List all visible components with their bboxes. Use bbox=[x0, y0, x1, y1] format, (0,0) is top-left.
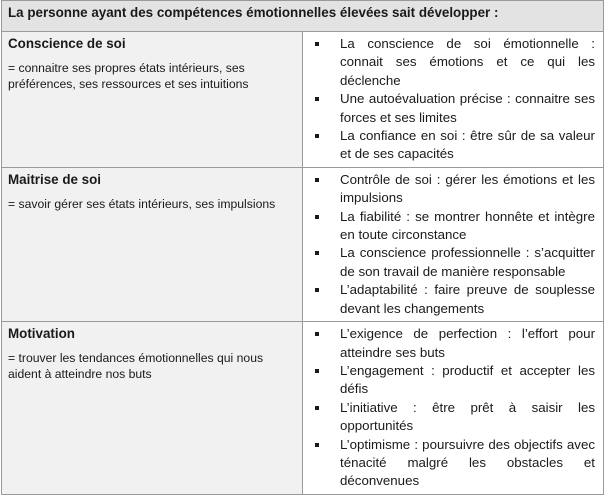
square-bullet-icon bbox=[315, 369, 319, 373]
table-title: La personne ayant des compétences émotionnelles élevées sait développer : bbox=[8, 5, 499, 20]
table-header-row bbox=[2, 1, 604, 32]
table-row-maitrise-de-soi bbox=[2, 167, 604, 321]
category-cell bbox=[2, 322, 303, 495]
category-title: Maitrise de soi bbox=[8, 171, 102, 187]
points-list bbox=[303, 322, 603, 494]
category-title: Motivation bbox=[8, 326, 75, 342]
table-row-motivation bbox=[2, 322, 604, 495]
category-cell bbox=[2, 167, 303, 321]
list-item bbox=[303, 127, 595, 164]
square-bullet-icon bbox=[315, 97, 319, 101]
points-cell bbox=[303, 322, 604, 495]
square-bullet-icon bbox=[315, 443, 319, 447]
category-cell bbox=[2, 32, 303, 168]
table-row-conscience-de-soi bbox=[2, 32, 604, 168]
list-item bbox=[303, 208, 595, 245]
list-item-text: Contrôle de soi : gérer les émotions et les impulsions bbox=[340, 171, 595, 206]
list-item bbox=[303, 244, 595, 281]
list-item bbox=[303, 35, 595, 90]
category-description: = connaitre ses propres états intérieurs, ses préférences, ses ressources et ses intuitions bbox=[8, 61, 249, 91]
list-item bbox=[303, 90, 595, 127]
category-title: Conscience de soi bbox=[8, 36, 126, 51]
list-item bbox=[303, 436, 595, 491]
list-item bbox=[303, 281, 595, 318]
square-bullet-icon bbox=[315, 134, 319, 138]
square-bullet-icon bbox=[315, 288, 319, 292]
list-item bbox=[303, 399, 595, 436]
points-list bbox=[303, 168, 603, 321]
list-item-text: L’engagement : productif et accepter les défis bbox=[340, 362, 595, 397]
square-bullet-icon bbox=[315, 215, 319, 219]
list-item-text: La fiabilité : se montrer honnête et intègre en toute circonstance bbox=[340, 208, 595, 243]
list-item-text: La conscience professionnelle : s’acquitter de son travail de manière responsable bbox=[340, 245, 595, 279]
list-item bbox=[303, 171, 595, 208]
list-item-text: La conscience de soi émotionnelle : connait ses émotions et ce qui les déclenche bbox=[340, 36, 595, 88]
category-description: = trouver les tendances émotionnelles qui nous aident à atteindre nos buts bbox=[8, 351, 264, 381]
square-bullet-icon bbox=[315, 42, 319, 46]
points-cell bbox=[303, 167, 604, 321]
square-bullet-icon bbox=[315, 251, 319, 255]
points-cell bbox=[303, 32, 604, 168]
square-bullet-icon bbox=[315, 406, 319, 410]
list-item-text: L’optimisme : poursuivre des objectifs avec ténacité malgré les obstacles et déconvenues bbox=[340, 436, 595, 489]
list-item-text: Une autoévaluation précise : connaitre ses forces et ses limites bbox=[340, 91, 595, 125]
list-item-text: L’initiative : être prêt à saisir les opportunités bbox=[340, 399, 595, 434]
square-bullet-icon bbox=[315, 178, 319, 182]
list-item-text: L’adaptabilité : faire preuve de souplesse devant les changements bbox=[340, 282, 595, 316]
list-item bbox=[303, 325, 595, 362]
points-list bbox=[303, 32, 603, 167]
category-description: = savoir gérer ses états intérieurs, ses impulsions bbox=[8, 196, 276, 211]
square-bullet-icon bbox=[315, 332, 319, 336]
list-item-text: La confiance en soi : être sûr de sa valeur et de ses capacités bbox=[340, 128, 595, 162]
list-item-text: L’exigence de perfection : l’effort pour atteindre ses buts bbox=[340, 326, 595, 360]
list-item bbox=[303, 362, 595, 399]
table-header-cell bbox=[2, 1, 604, 32]
competences-table bbox=[1, 0, 604, 495]
